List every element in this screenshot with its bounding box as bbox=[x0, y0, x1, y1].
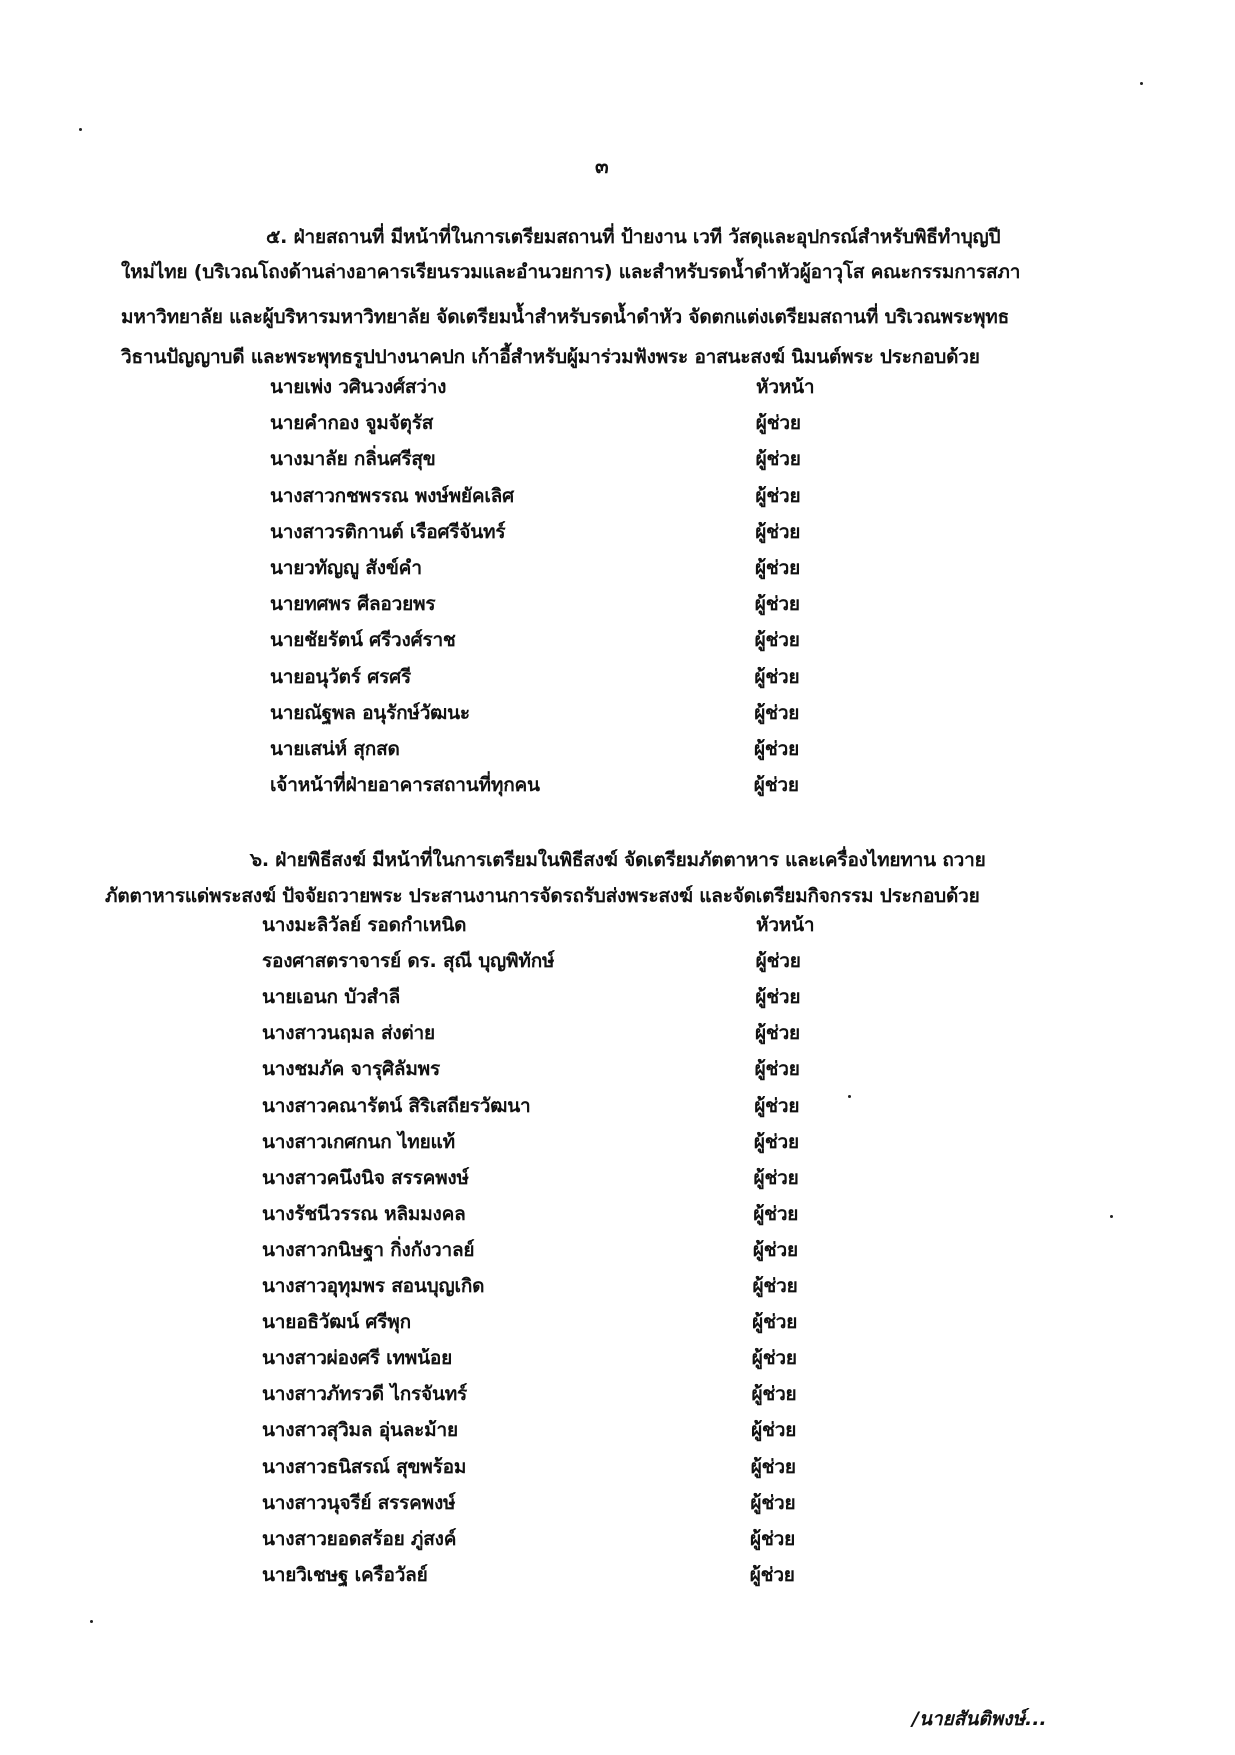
scan-speck bbox=[90, 1620, 93, 1623]
member-row bbox=[270, 408, 890, 444]
member-name: นางสาวธนิสรณ์ สุขพร้อม bbox=[262, 1455, 467, 1478]
member-row bbox=[270, 444, 890, 480]
member-role: หัวหน้า bbox=[756, 376, 815, 398]
member-name: นางสาวภัทรวดี ไกรจันทร์ bbox=[262, 1383, 468, 1406]
member-name: นางสาวนุจรีย์ สรรคพงษ์ bbox=[262, 1491, 456, 1514]
member-role: ผู้ช่วย bbox=[751, 1383, 797, 1406]
next-page-continuation: /นายสันติพงษ์... bbox=[912, 1708, 1047, 1730]
member-row bbox=[262, 1235, 882, 1271]
member-row bbox=[262, 1379, 882, 1415]
member-row bbox=[262, 1415, 882, 1451]
member-role: ผู้ช่วย bbox=[751, 1347, 797, 1370]
member-role: ผู้ช่วย bbox=[754, 738, 800, 760]
section5-line-1: ๕. ฝ่ายสถานที่ มีหน้าที่ในการเตรียมสถานที่ ป้ายงาน เวที วัสดุและอุปกรณ์สำหรับพิธีทำบุญปี bbox=[266, 226, 1001, 248]
member-name: นางสาวอุทุมพร สอนบุญเกิด bbox=[262, 1275, 485, 1297]
member-role: ผู้ช่วย bbox=[755, 950, 801, 973]
member-role: ผู้ช่วย bbox=[754, 1058, 800, 1081]
member-role: ผู้ช่วย bbox=[754, 701, 800, 724]
member-role: ผู้ช่วย bbox=[751, 1419, 797, 1442]
member-role: ผู้ช่วย bbox=[755, 520, 801, 543]
member-row bbox=[262, 1307, 882, 1343]
section5-member-list bbox=[270, 372, 890, 806]
member-name: นายวทัญญู สังข์คำ bbox=[270, 557, 422, 579]
section5-line-4: วิธานปัญญาบดี และพระพุทธรูปปางนาคปก เก้าอี้สำหรับผู้มาร่วมฟังพระ อาสนะสงฆ์ นิมนต์พระ ประกอบด้วย bbox=[121, 346, 980, 368]
member-row bbox=[270, 589, 890, 625]
member-name: นายอธิวัฒน์ ศรีพุก bbox=[262, 1311, 411, 1334]
member-row bbox=[270, 734, 890, 770]
member-name: นางสาวผ่องศรี เทพน้อย bbox=[262, 1347, 453, 1370]
member-role: หัวหน้า bbox=[756, 914, 815, 936]
section6-line-2: ภัตตาหารแด่พระสงฆ์ ปัจจัยถวายพระ ประสานงานการจัดรถรับส่งพระสงฆ์ และจัดเตรียมกิจกรรม ประกอบด้วย bbox=[105, 885, 980, 907]
member-row bbox=[262, 1018, 882, 1054]
member-name: นางสาวรติกานต์ เรือศรีจันทร์ bbox=[270, 520, 506, 543]
member-name: นายอนุวัตร์ ศรศรี bbox=[270, 665, 411, 688]
member-role: ผู้ช่วย bbox=[753, 1202, 799, 1225]
scan-speck bbox=[1110, 1215, 1113, 1218]
member-name: นางรัชนีวรรณ หลิมมงคล bbox=[262, 1202, 466, 1225]
member-name: นางสาวกนิษฐา กิ่งกังวาลย์ bbox=[262, 1238, 475, 1261]
member-row bbox=[262, 1488, 882, 1524]
member-row bbox=[270, 481, 890, 517]
member-row bbox=[262, 1452, 882, 1488]
member-row bbox=[262, 1091, 882, 1127]
member-name: นางมะลิวัลย์ รอดกำเหนิด bbox=[262, 914, 467, 936]
member-role: ผู้ช่วย bbox=[754, 665, 800, 688]
member-row bbox=[262, 1560, 882, 1596]
member-role: ผู้ช่วย bbox=[750, 1455, 796, 1478]
member-name: นายชัยรัตน์ ศรีวงศ์ราช bbox=[270, 629, 456, 652]
member-row bbox=[270, 662, 890, 698]
member-row bbox=[270, 770, 890, 806]
member-name: นางสาวกชพรรณ พงษ์พยัคเลิศ bbox=[270, 484, 514, 507]
member-role: ผู้ช่วย bbox=[749, 1563, 795, 1586]
member-role: ผู้ช่วย bbox=[752, 1238, 798, 1261]
member-name: นายทศพร ศีลอวยพร bbox=[270, 593, 436, 616]
member-row bbox=[262, 1524, 882, 1560]
member-name: นายเสน่ห์ สุกสด bbox=[270, 738, 400, 760]
member-row bbox=[262, 1054, 882, 1090]
member-row bbox=[270, 517, 890, 553]
member-row bbox=[270, 372, 890, 408]
scan-speck bbox=[79, 128, 82, 131]
member-name: นางสาวยอดสร้อย ภู่สงค์ bbox=[262, 1527, 457, 1550]
member-row bbox=[262, 1271, 882, 1307]
member-row bbox=[270, 625, 890, 661]
member-role: ผู้ช่วย bbox=[753, 774, 799, 797]
member-row bbox=[262, 1343, 882, 1379]
member-row bbox=[262, 910, 882, 946]
member-role: ผู้ช่วย bbox=[755, 484, 801, 507]
member-role: ผู้ช่วย bbox=[754, 629, 800, 652]
member-row bbox=[262, 1199, 882, 1235]
section6-line-1: ๖. ฝ่ายพิธีสงฆ์ มีหน้าที่ในการเตรียมในพิธีสงฆ์ จัดเตรียมภัตตาหาร และเครื่องไทยทาน ถวาย bbox=[250, 849, 986, 871]
member-row bbox=[262, 1163, 882, 1199]
member-role: ผู้ช่วย bbox=[754, 1022, 800, 1045]
member-role: ผู้ช่วย bbox=[750, 1491, 796, 1514]
member-name: นายเอนก บัวสำลี bbox=[262, 986, 401, 1009]
member-role: ผู้ช่วย bbox=[750, 1527, 796, 1550]
member-role: ผู้ช่วย bbox=[755, 557, 801, 579]
member-name: นางสาวเกศกนก ไทยแท้ bbox=[262, 1130, 455, 1153]
member-role: ผู้ช่วย bbox=[755, 448, 801, 471]
member-name: นางสาวคณารัตน์ สิริเสถียรวัฒนา bbox=[262, 1094, 531, 1117]
member-role: ผู้ช่วย bbox=[753, 1166, 799, 1189]
member-role: ผู้ช่วย bbox=[754, 1094, 800, 1117]
member-name: นายวิเชษฐ เครือวัลย์ bbox=[262, 1563, 428, 1586]
member-role: ผู้ช่วย bbox=[753, 1130, 799, 1153]
member-name: นางชมภัค จารุศิลัมพร bbox=[262, 1058, 440, 1081]
member-row bbox=[270, 698, 890, 734]
member-name: นางมาลัย กลิ่นศรีสุข bbox=[270, 448, 436, 471]
section6-member-list bbox=[262, 910, 882, 1596]
scan-speck bbox=[848, 1095, 851, 1098]
member-name: รองศาสตราจารย์ ดร. สุณี บุญพิทักษ์ bbox=[262, 950, 555, 973]
member-role: ผู้ช่วย bbox=[754, 593, 800, 616]
member-role: ผู้ช่วย bbox=[755, 412, 801, 435]
member-row bbox=[262, 1127, 882, 1163]
member-role: ผู้ช่วย bbox=[755, 986, 801, 1009]
member-role: ผู้ช่วย bbox=[752, 1275, 798, 1297]
member-name: นางสาวนฤมล ส่งต่าย bbox=[262, 1022, 435, 1045]
member-name: นายเพ่ง วศินวงศ์สว่าง bbox=[270, 376, 447, 398]
member-name: เจ้าหน้าที่ฝ่ายอาคารสถานที่ทุกคน bbox=[270, 774, 540, 797]
page-number: ๓ bbox=[595, 154, 609, 178]
member-role: ผู้ช่วย bbox=[752, 1311, 798, 1334]
member-row bbox=[262, 982, 882, 1018]
section5-line-2: ใหม่ไทย (บริเวณโถงด้านล่างอาคารเรียนรวมและอำนวยการ) และสำหรับรดน้ำดำหัวผู้อาวุโส คณะกรรมการสภา bbox=[121, 261, 1021, 283]
member-name: นายคำกอง จูมจัตุรัส bbox=[270, 412, 434, 435]
section5-line-3: มหาวิทยาลัย และผู้บริหารมหาวิทยาลัย จัดเตรียมน้ำสำหรับรดน้ำดำหัว จัดตกแต่งเตรียมสถานที่ บริเวณพระพุทธ bbox=[121, 306, 1010, 328]
member-row bbox=[262, 946, 882, 982]
scan-speck bbox=[1140, 82, 1143, 85]
member-name: นางสาวสุวิมล อุ่นละม้าย bbox=[262, 1419, 458, 1442]
member-name: นายณัฐพล อนุรักษ์วัฒนะ bbox=[270, 701, 470, 724]
member-row bbox=[270, 553, 890, 589]
member-name: นางสาวคนึงนิจ สรรคพงษ์ bbox=[262, 1166, 469, 1189]
